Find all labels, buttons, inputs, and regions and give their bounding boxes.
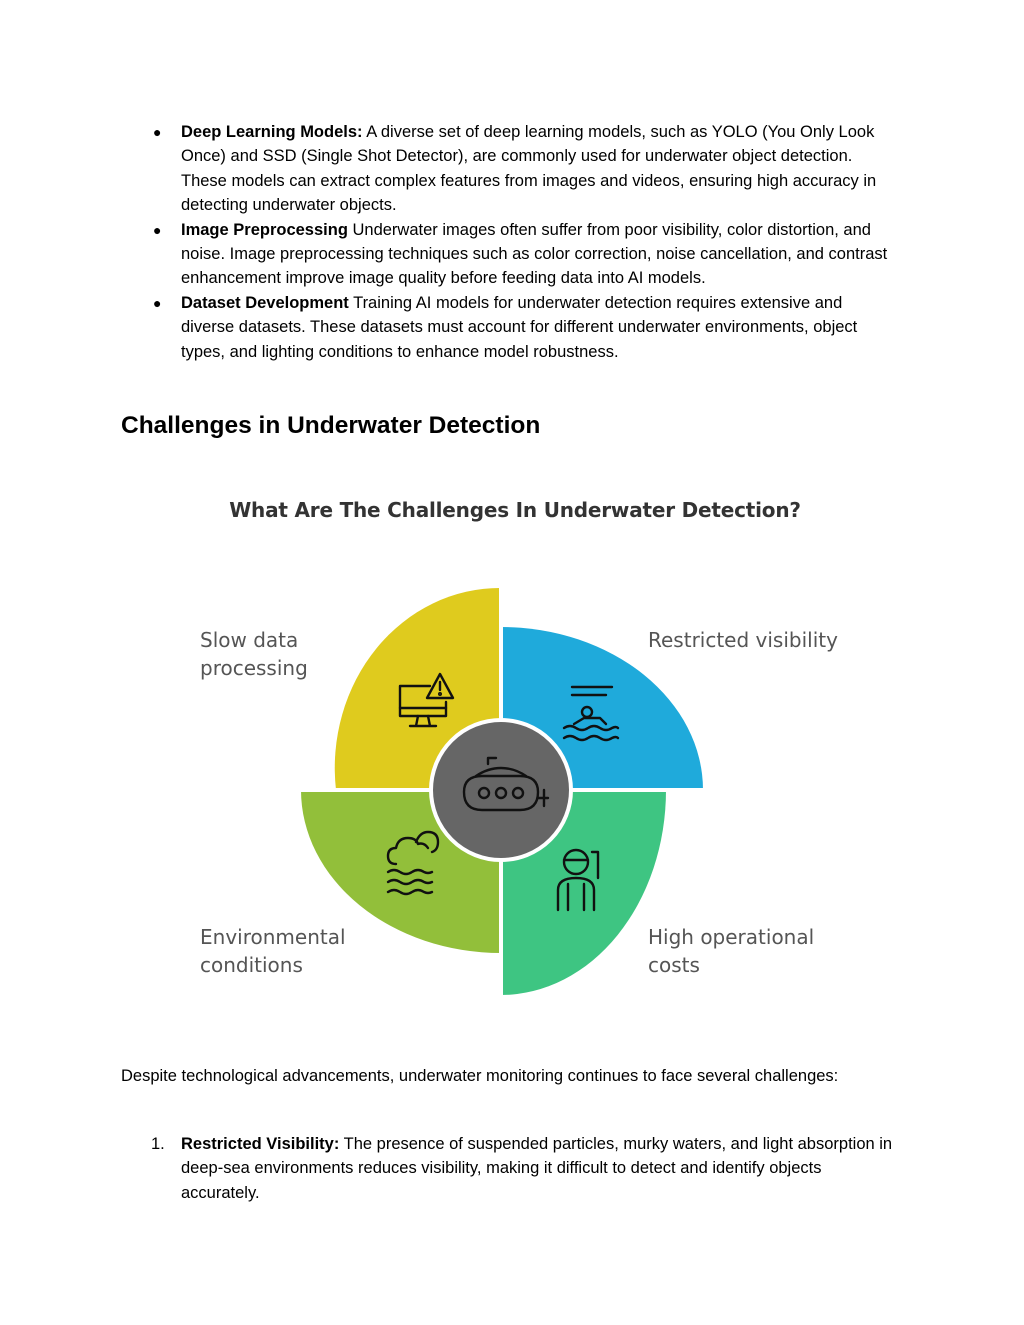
bullet-title: Dataset Development (181, 293, 349, 312)
label-environmental-conditions: Environmental conditions (200, 925, 346, 977)
label-slow-data-processing: Slow data processing (200, 628, 308, 680)
numbered-item-restricted-visibility (151, 1132, 896, 1205)
bullet-dot-icon: ● (153, 294, 162, 311)
label-restricted-visibility: Restricted visibility (648, 628, 838, 652)
bullet-text: Training AI models for underwater detection requires extensive and diverse datasets. These datasets must account for different underwater environments, object types, and lighting conditions to enhance model robustness. (181, 293, 858, 361)
bullet-text: Underwater images often suffer from poor visibility, color distortion, and noise. Image preprocessing techniques such as color correction, noise cancellation, and contrast enhancement improve image quality before feeding data into AI models. (181, 220, 888, 288)
challenges-numbered-list (151, 1132, 896, 1205)
bullet-dot-icon: ● (153, 124, 162, 140)
bullet-dot-icon: ● (153, 221, 162, 238)
numbered-item-title: Restricted Visibility: (181, 1135, 340, 1153)
diagram-title: What Are The Challenges In Underwater Detection? (229, 498, 801, 522)
method-bullet-list (153, 120, 896, 364)
numbered-item-text: The presence of suspended particles, murky waters, and light absorption in deep-sea environments reduces visibility, making it difficult to detect and identify objects accurately. (181, 1135, 893, 1202)
center-hub (431, 720, 571, 860)
bullet-text: A diverse set of deep learning models, such as YOLO (You Only Look Once) and SSD (Single Shot Detector), are commonly used for underwater object detection. These models can extract complex features from images and videos, ensuring high accuracy in detecting underwater objects. (181, 123, 877, 215)
bullet-item-deep-learning (153, 120, 896, 218)
label-high-operational-costs: High operational costs (648, 925, 815, 977)
bullet-item-image-preprocessing (153, 218, 896, 291)
challenges-diagram (160, 480, 880, 1020)
section-heading: Challenges in Underwater Detection (121, 412, 541, 439)
bullet-title: Deep Learning Models: (181, 123, 363, 141)
bullet-title: Image Preprocessing (181, 220, 348, 239)
bullet-item-dataset-development (153, 291, 896, 364)
list-number: 1. (151, 1135, 165, 1153)
intro-paragraph: Despite technological advancements, underwater monitoring continues to face several challenges: (121, 1067, 839, 1085)
